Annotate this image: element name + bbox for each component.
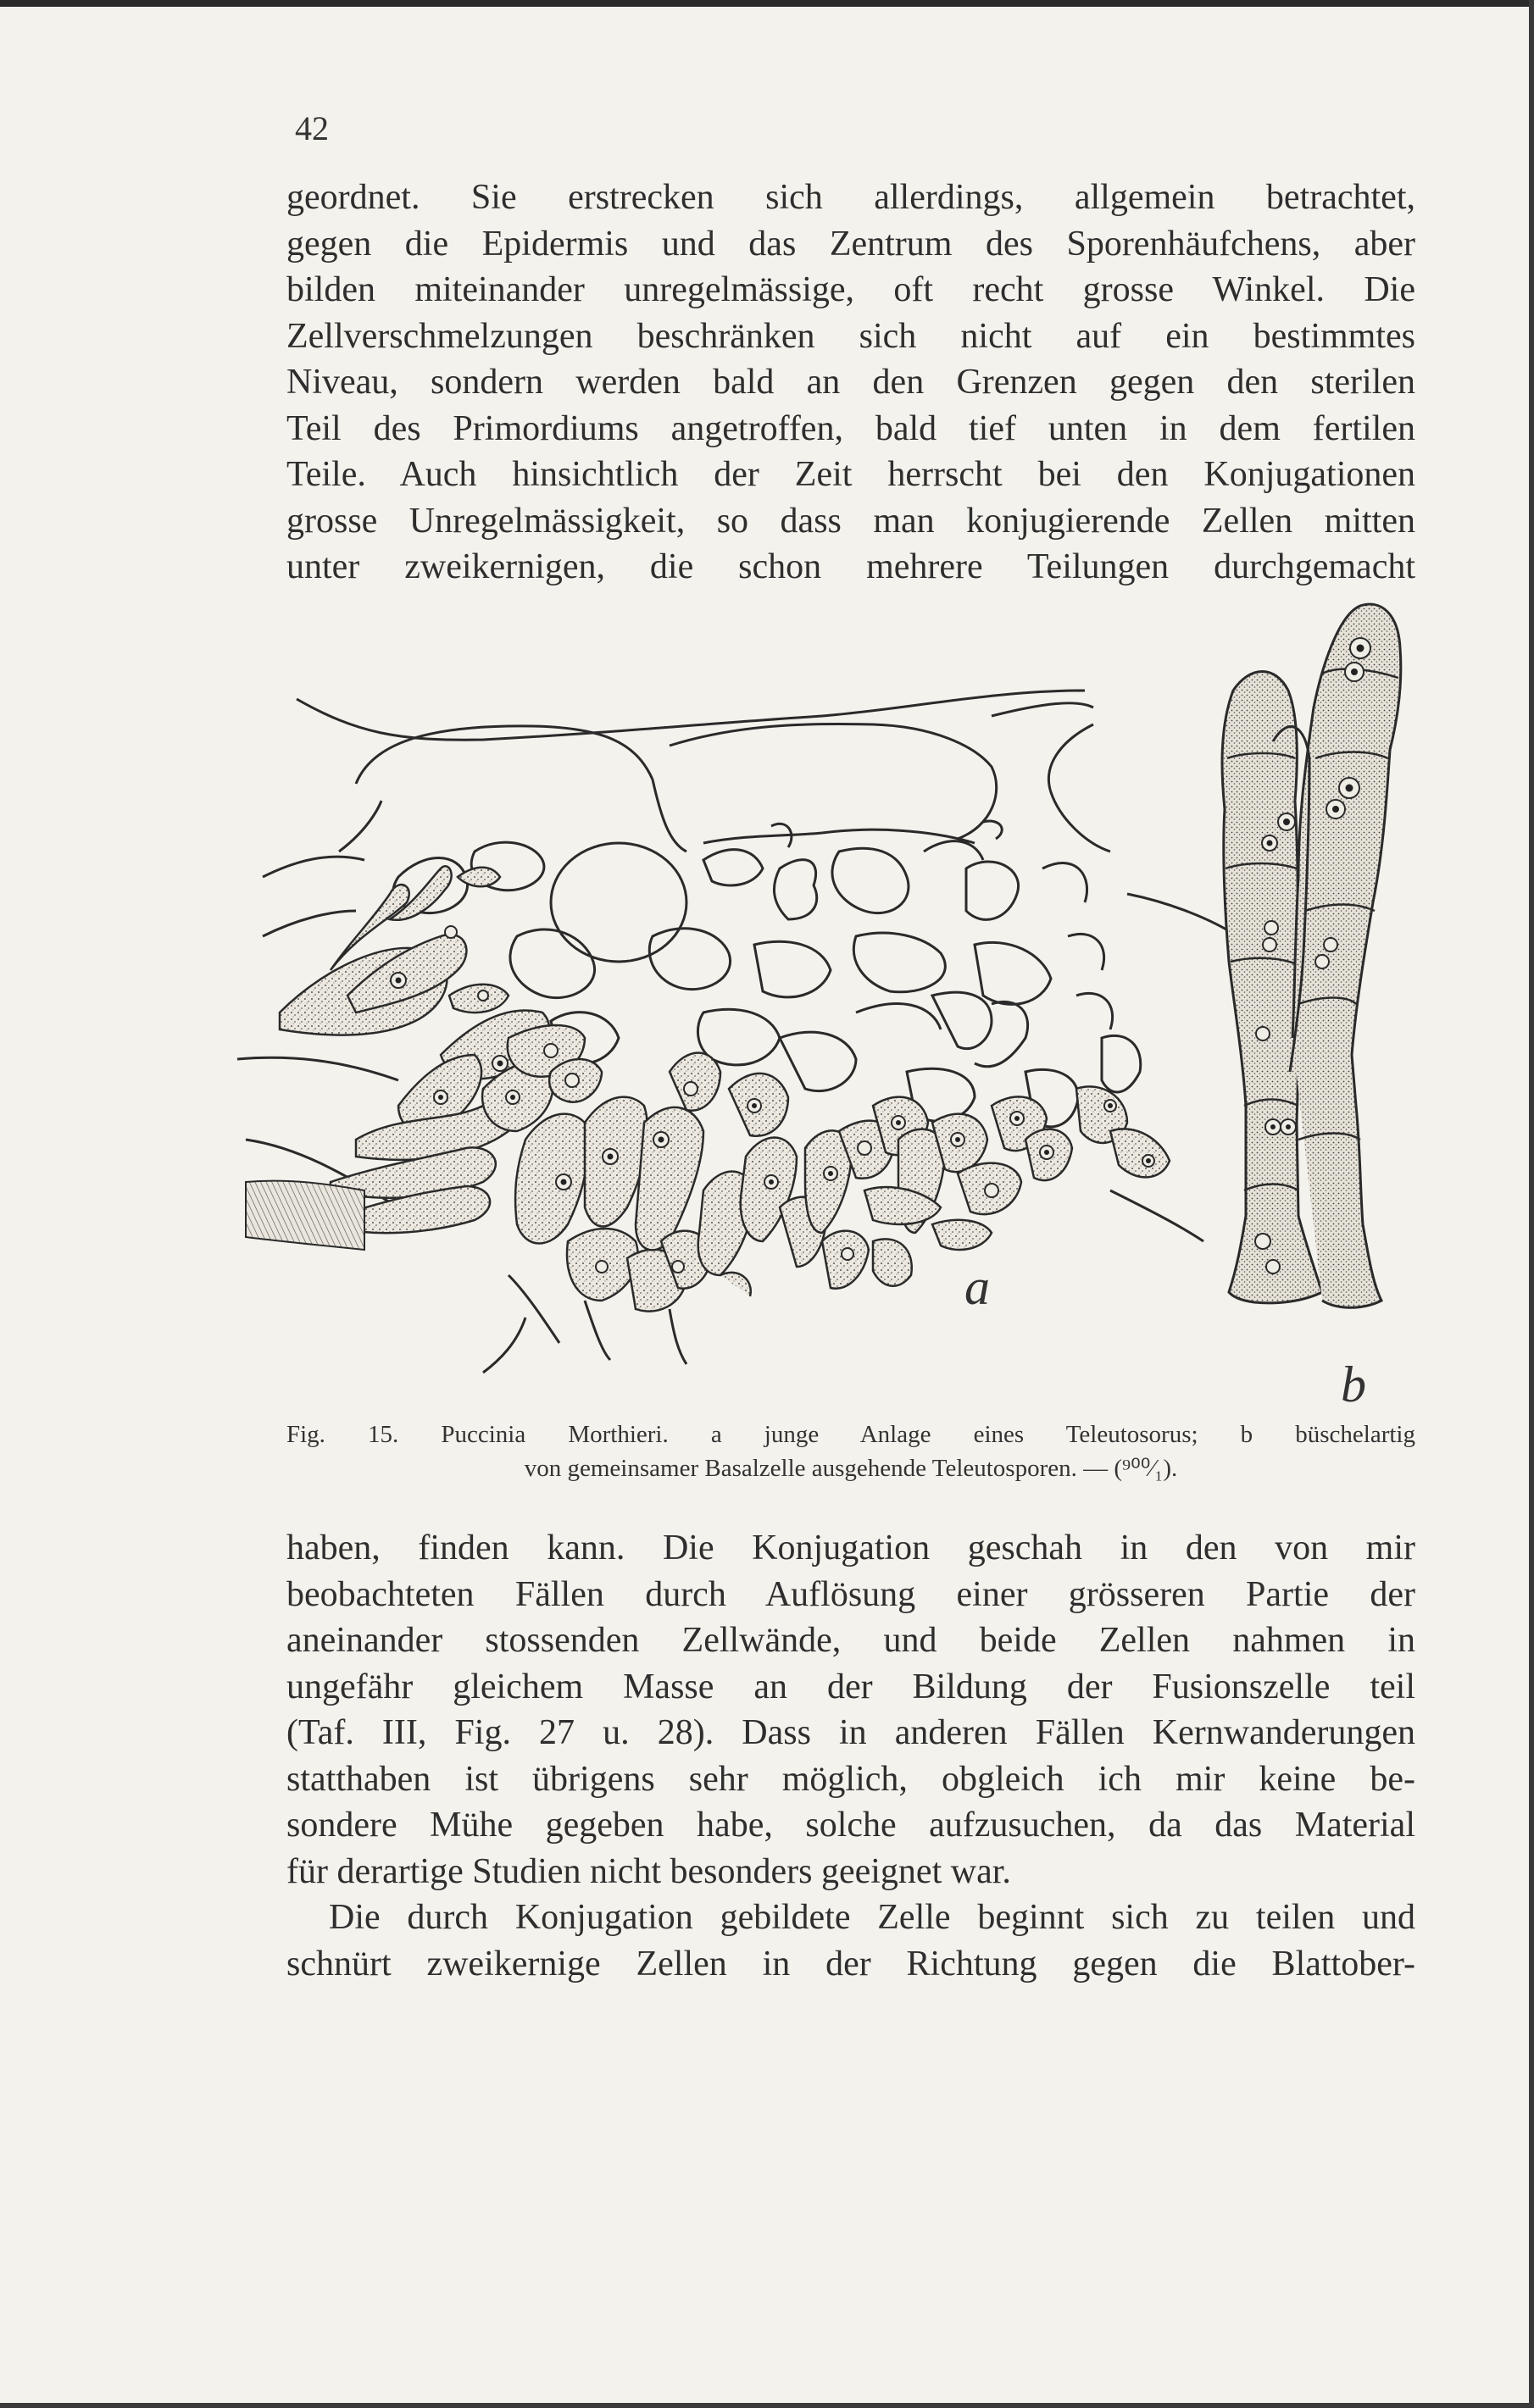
text-line: Teile. Auch hinsichtlich der Zeit herrscht bei den Konjugationen xyxy=(286,455,1415,494)
figure-part-a xyxy=(237,691,1237,1373)
text-line: Zellverschmelzungen beschränken sich nicht auf ein bestimmtes xyxy=(286,316,1415,356)
figure-15-illustration xyxy=(229,597,1466,1407)
text-line: sondere Mühe gegeben habe, solche aufzusuchen, da das Material xyxy=(286,1806,1415,1845)
paragraph-bottom xyxy=(286,1525,1415,1987)
figure-label-b: b xyxy=(1341,1357,1366,1412)
text-line: gegen die Epidermis und das Zentrum des Sporenhäufchens, aber xyxy=(286,224,1415,264)
text-line: statthaben ist übrigens sehr möglich, obgleich ich mir keine be- xyxy=(286,1759,1415,1799)
text-line: haben, finden kann. Die Konjugation geschah in den von mir xyxy=(286,1529,1415,1567)
text-line: aneinander stossenden Zellwände, und beide Zellen nahmen in xyxy=(286,1621,1415,1660)
text-line: beobachteten Fällen durch Auflösung einer grösseren Partie der xyxy=(286,1574,1415,1614)
caption-line: Fig. 15. Puccinia Morthieri. a junge Anlage eines Teleutosorus; b büschelartig xyxy=(286,1421,1415,1448)
text-line: Die durch Konjugation gebildete Zelle beginnt sich zu teilen und xyxy=(329,1898,1415,1937)
paragraph-top xyxy=(286,175,1415,591)
text-line: bilden miteinander unregelmässige, oft recht grosse Winkel. Die xyxy=(286,270,1415,309)
figure-caption xyxy=(286,1418,1415,1485)
text-line: geordnet. Sie erstrecken sich allerdings, allgemein betrachtet, xyxy=(286,178,1415,217)
figure-part-b xyxy=(1222,604,1401,1307)
text-line: grosse Unregelmässigkeit, so dass man konjugierende Zellen mitten xyxy=(286,501,1415,541)
scan-border-top xyxy=(0,0,1534,7)
page-number: 42 xyxy=(295,109,329,147)
text-line: für derartige Studien nicht besonders geeignet war. xyxy=(286,1851,1011,1891)
text-line: Teil des Primordiums angetroffen, bald tief unten in dem fertilen xyxy=(286,408,1415,448)
text-line: unter zweikernigen, die schon mehrere Teilungen durchgemacht xyxy=(286,547,1415,586)
text-line: ungefähr gleichem Masse an der Bildung der Fusionszelle teil xyxy=(286,1667,1415,1706)
scan-border-bottom xyxy=(0,2403,1534,2408)
text-line: (Taf. III, Fig. 27 u. 28). Dass in anderen Fällen Kernwanderungen xyxy=(286,1713,1415,1752)
text-line: schnürt zweikernige Zellen in der Richtung gegen die Blattober- xyxy=(286,1944,1415,1984)
scan-border-right xyxy=(1529,0,1534,2408)
text-line: Niveau, sondern werden bald an den Grenzen gegen den sterilen xyxy=(286,363,1415,402)
caption-line: von gemeinsamer Basalzelle ausgehende Teleutosporen. — (⁹⁰⁰⁄₁). xyxy=(524,1455,1178,1482)
figure-label-a: a xyxy=(964,1259,990,1315)
